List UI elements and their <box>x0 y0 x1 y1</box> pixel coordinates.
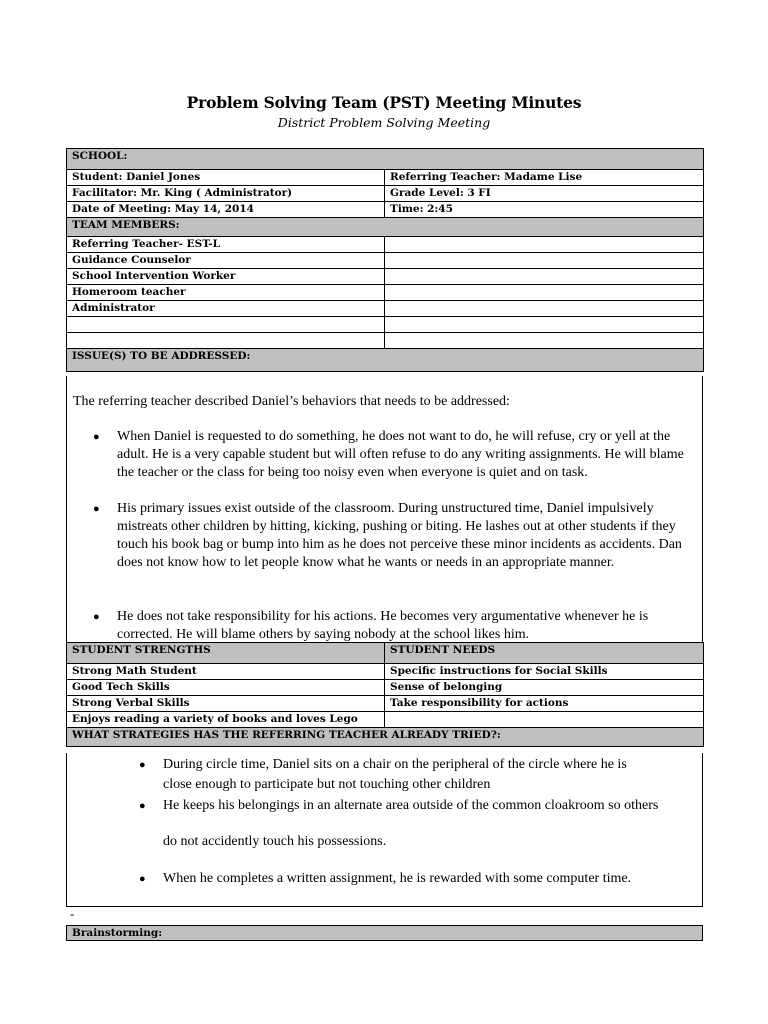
meeting-time: Time: 2:45 <box>385 202 704 218</box>
issues-section <box>66 376 703 643</box>
team-member: Administrator <box>67 301 385 317</box>
bullet-icon: ● <box>139 873 146 885</box>
strategies-section <box>66 753 703 907</box>
issues-intro: The referring teacher described Daniel’s behaviors that needs to be addressed: <box>73 394 510 409</box>
need-item: Sense of belonging <box>385 680 704 696</box>
bullet-icon: ● <box>93 503 100 515</box>
issues-header: ISSUE(S) TO BE ADDRESSED: <box>67 349 704 372</box>
team-member-notes <box>385 253 704 269</box>
strategy-item <box>139 756 693 794</box>
need-item: Specific instructions for Social Skills <box>385 664 704 680</box>
strategy-text: do not accidently touch his possessions. <box>163 834 387 849</box>
team-member-notes <box>385 237 704 253</box>
issue-text: His primary issues exist outside of the classroom. During unstructured time, Daniel impulsively mistreats other children by hitting, kicking, pushing or biting. He lashes out at other students if they touch his book bag or bump into him as he does not perceive these minor incidents as accidents. Dan does not know how to let people know what he wants or needs in an appropriate manner. <box>117 501 682 570</box>
team-member-notes <box>385 301 704 317</box>
meeting-info-table <box>66 148 704 372</box>
bullet-icon: ● <box>93 611 100 623</box>
issue-text: He does not take responsibility for his actions. He becomes very argumentative whenever he is corrected. He will blame others by saying nobody at the school likes him. <box>117 609 649 642</box>
school-label: SCHOOL: <box>67 149 704 170</box>
team-member: Homeroom teacher <box>67 285 385 301</box>
bullet-icon: ● <box>139 800 146 812</box>
bullet-icon: ● <box>93 431 100 443</box>
need-item: Take responsibility for actions <box>385 696 704 712</box>
document-subtitle: District Problem Solving Meeting <box>277 115 491 130</box>
strategy-text: close enough to participate but not touching other children <box>163 777 491 792</box>
meeting-date: Date of Meeting: May 14, 2014 <box>67 202 385 218</box>
team-members-header: TEAM MEMBERS: <box>67 218 704 237</box>
issue-item <box>93 428 697 482</box>
strength-item: Strong Verbal Skills <box>67 696 385 712</box>
strength-item: Enjoys reading a variety of books and loves Lego <box>67 712 385 728</box>
team-member: Referring Teacher- EST-L <box>67 237 385 253</box>
issue-text: When Daniel is requested to do something, he does not want to do, he will refuse, cry or yell at the adult. He is a very capable student but will often refuse to do any writing assignments. He will blame the teacher or the class for being too noisy even when everyone is quiet and on task. <box>117 429 684 480</box>
team-member-notes <box>385 317 704 333</box>
issue-item <box>93 500 697 572</box>
issue-item <box>93 608 697 644</box>
team-member-notes <box>385 285 704 301</box>
strategy-text: When he completes a written assignment, he is rewarded with some computer time. <box>163 871 632 886</box>
brainstorming-table <box>66 925 703 941</box>
strategy-item <box>139 870 703 888</box>
team-member-notes <box>385 333 704 349</box>
needs-header: STUDENT NEEDS <box>385 643 704 664</box>
team-member: School Intervention Worker <box>67 269 385 285</box>
strengths-needs-table <box>66 642 704 747</box>
team-member: Guidance Counselor <box>67 253 385 269</box>
document-title: Problem Solving Team (PST) Meeting Minutes <box>186 93 582 112</box>
strategy-item <box>139 797 703 851</box>
facilitator: Facilitator: Mr. King ( Administrator) <box>67 186 385 202</box>
strength-item: Strong Math Student <box>67 664 385 680</box>
team-member <box>67 317 385 333</box>
strength-item: Good Tech Skills <box>67 680 385 696</box>
student-name: Student: Daniel Jones <box>67 170 385 186</box>
strategies-header: WHAT STRATEGIES HAS THE REFERRING TEACHER ALREADY TRIED?: <box>67 728 704 747</box>
strategy-text: During circle time, Daniel sits on a chair on the peripheral of the circle where he is <box>163 757 627 772</box>
strengths-header: STUDENT STRENGTHS <box>67 643 385 664</box>
team-member-notes <box>385 269 704 285</box>
bullet-icon: ● <box>139 759 146 771</box>
separator-dash: - <box>70 906 75 921</box>
team-member <box>67 333 385 349</box>
grade-level: Grade Level: 3 FI <box>385 186 704 202</box>
strategy-text: He keeps his belongings in an alternate area outside of the common cloakroom so others <box>163 798 659 813</box>
referring-teacher: Referring Teacher: Madame Lise <box>385 170 704 186</box>
brainstorming-header: Brainstorming: <box>67 926 703 941</box>
need-item <box>385 712 704 728</box>
